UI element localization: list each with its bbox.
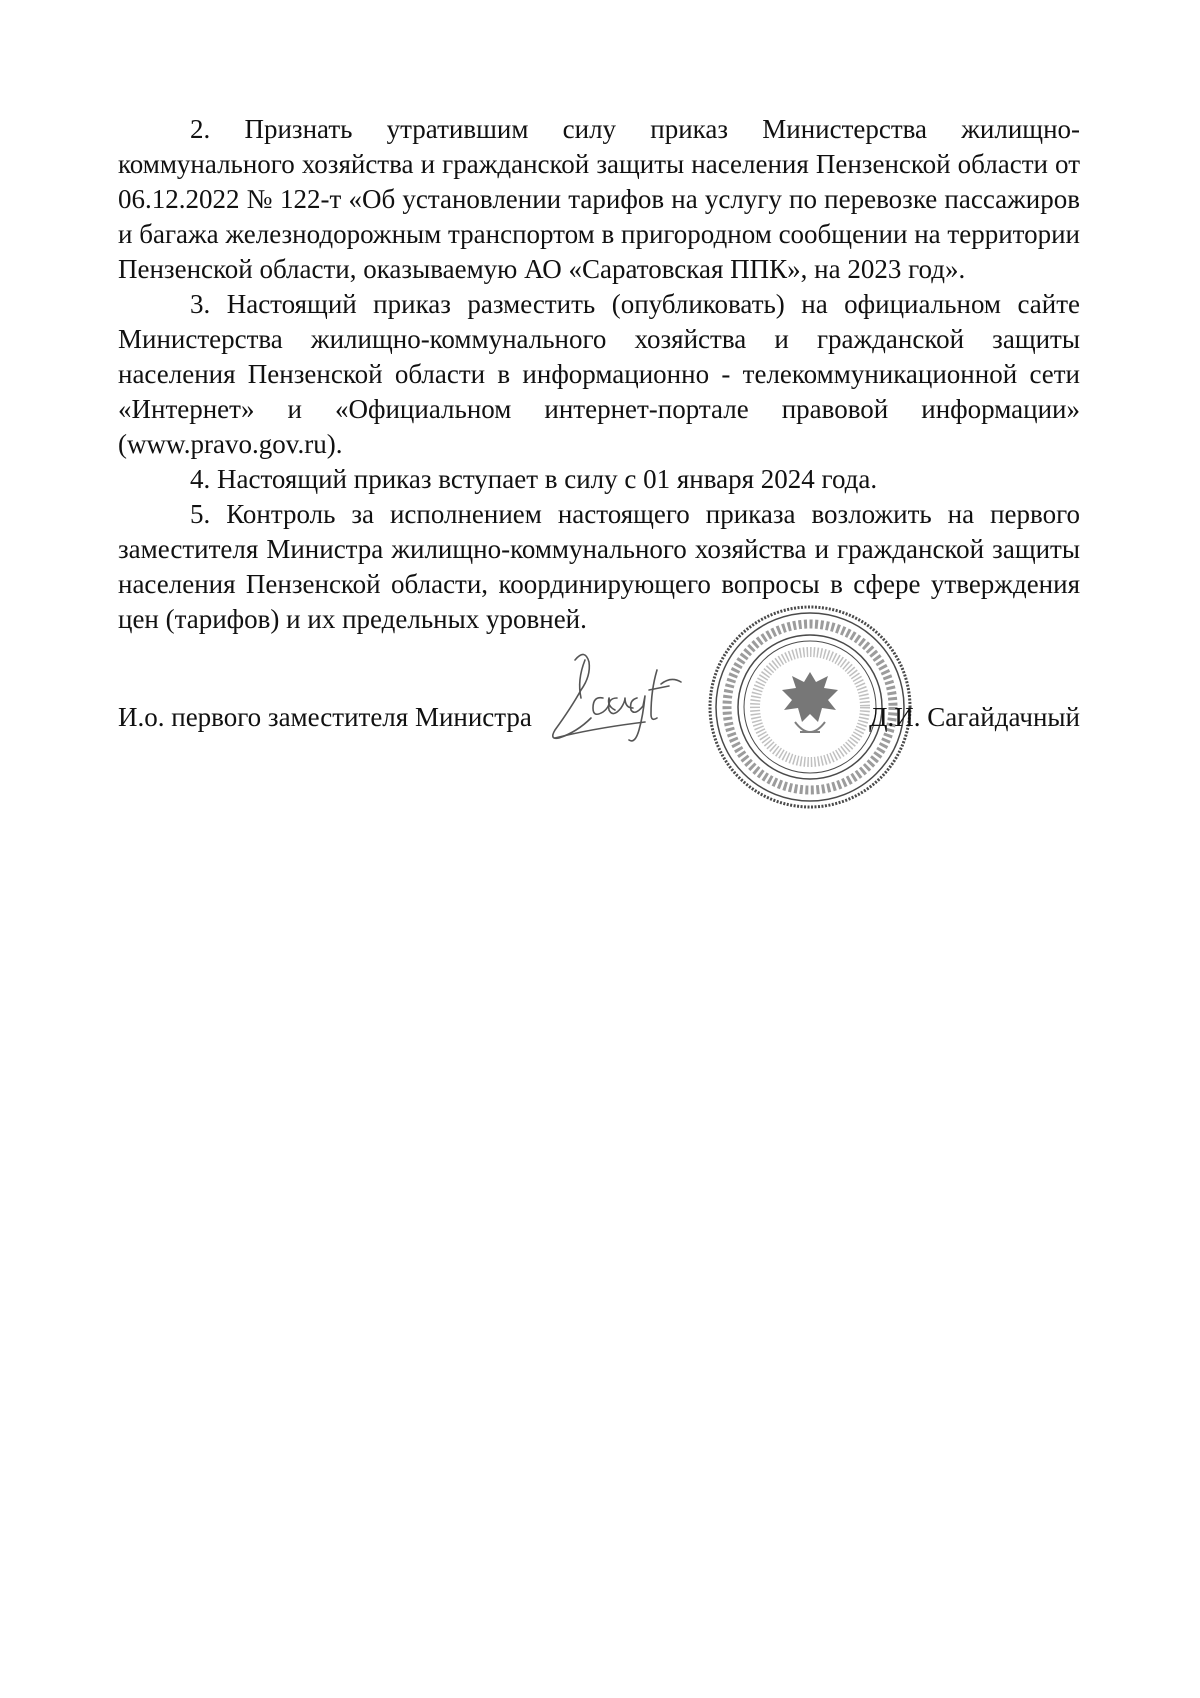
paragraph-2 xyxy=(118,112,1080,287)
paragraph-2-number: 2. xyxy=(190,114,211,144)
paragraph-3 xyxy=(118,287,1080,462)
signatory-name: Д.И. Сагайдачный xyxy=(869,702,1080,732)
signatory-title: И.о. первого заместителя Министра xyxy=(118,702,532,732)
paragraph-4-number: 4. xyxy=(190,464,211,494)
signature-row xyxy=(118,700,1080,740)
paragraph-2-text: Признать утратившим силу приказ Министерства жилищно-коммунального хозяйства и гражданской защиты населения Пензенской области от 06.12.2022 № 122-т «Об установлении тарифов на услугу по перевозке пассажиров и багажа железнодорожным транспортом в пригородном сообщении на территории Пензенской области, оказываемую АО «Саратовская ППК», на 2023 год». xyxy=(118,114,1081,284)
paragraph-4-text: Настоящий приказ вступает в силу с 01 января 2024 года. xyxy=(217,464,878,494)
paragraph-3-text: Настоящий приказ разместить (опубликовать) на официальном сайте Министерства жилищно-коммунального хозяйства и гражданской защиты населения Пензенской области в информационно - телекоммуникационной сети «Интернет» и «Официальном интернет-портале правовой информации» (www.pravo.gov.ru). xyxy=(118,289,1081,459)
paragraph-5-text: Контроль за исполнением настоящего приказа возложить на первого заместителя Министра жилищно-коммунального хозяйства и гражданской защиты населения Пензенской области, координирующего вопросы в сфере утверждения цен (тарифов) и их предельных уровней. xyxy=(118,499,1080,634)
document-body xyxy=(118,112,1080,637)
paragraph-5 xyxy=(118,497,1080,637)
paragraph-3-number: 3. xyxy=(190,289,211,319)
paragraph-5-number: 5. xyxy=(190,499,211,529)
paragraph-4 xyxy=(118,462,1080,497)
